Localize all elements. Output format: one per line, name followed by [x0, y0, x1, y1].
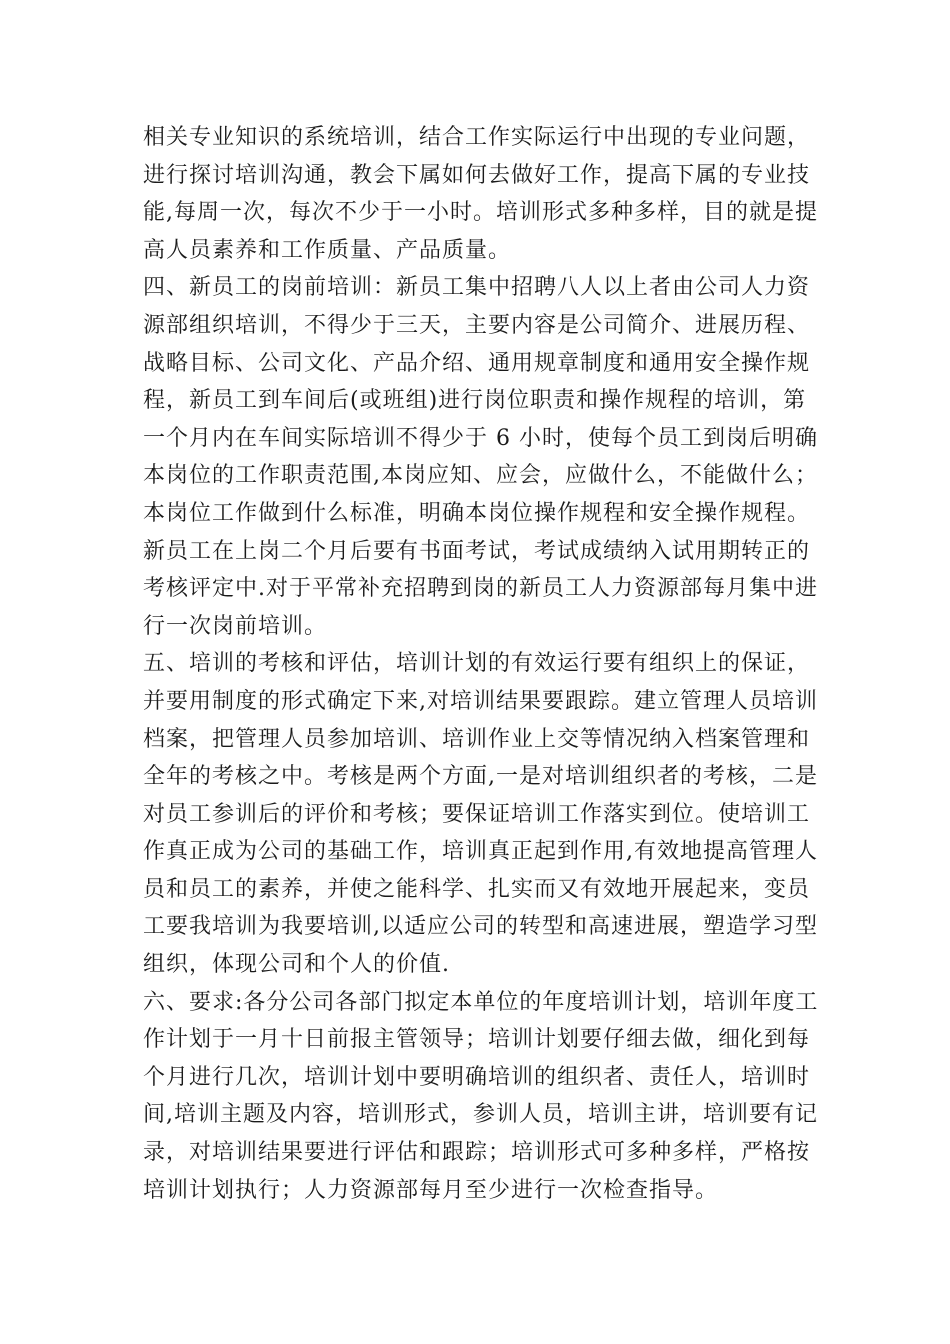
text-line: 进行探讨培训沟通，教会下属如何去做好工作，提高下属的专业技	[143, 162, 811, 188]
text-line: 源部组织培训，不得少于三天，主要内容是公司简介、进展历程、	[143, 312, 811, 338]
text-line: 本岗位的工作职责范围,本岗应知、应会，应做什么，不能做什么；	[143, 463, 818, 489]
text-line: 全年的考核之中。考核是两个方面,一是对培训组织者的考核，二是	[143, 764, 818, 790]
text-line: 个月进行几次，培训计划中要明确培训的组织者、责任人，培训时	[143, 1064, 811, 1090]
text-line: 能,每周一次，每次不少于一小时。培训形式多种多样，目的就是提	[143, 200, 818, 226]
text-line: 员和员工的素养，并使之能科学、扎实而又有效地开展起来，变员	[143, 876, 811, 902]
text-line: 考核评定中.对于平常补充招聘到岗的新员工人力资源部每月集中进	[143, 576, 818, 602]
text-line: 新员工在上岗二个月后要有书面考试，考试成绩纳入试用期转正的	[143, 538, 811, 564]
text-line: 对员工参训后的评价和考核；要保证培训工作落实到位。使培训工	[143, 801, 811, 827]
text-line: 高人员素养和工作质量、产品质量。	[143, 237, 512, 263]
text-line: 档案，把管理人员参加培训、培训作业上交等情况纳入档案管理和	[143, 726, 811, 752]
text-line: 间,培训主题及内容，培训形式，参训人员，培训主讲，培训要有记	[143, 1102, 818, 1128]
text-line: 并要用制度的形式确定下来,对培训结果要跟踪。建立管理人员培训	[143, 688, 818, 714]
text-line: 作真正成为公司的基础工作，培训真正起到作用,有效地提高管理人	[143, 839, 818, 865]
text-line: 六、要求:各分公司各部门拟定本单位的年度培训计划，培训年度工	[143, 989, 819, 1015]
text-line: 战略目标、公司文化、产品介绍、通用规章制度和通用安全操作规	[143, 350, 811, 376]
document-body	[143, 119, 819, 1209]
text-line: 行一次岗前培训。	[143, 613, 328, 639]
text-line: 录，对培训结果要进行评估和跟踪；培训形式可多种多样，严格按	[143, 1140, 811, 1166]
text-line: 培训计划执行；人力资源部每月至少进行一次检查指导。	[143, 1177, 719, 1203]
text-line: 工要我培训为我要培训,以适应公司的转型和高速进展，塑造学习型	[143, 914, 818, 940]
text-line: 本岗位工作做到什么标准，明确本岗位操作规程和安全操作规程。	[143, 500, 811, 526]
text-line: 五、培训的考核和评估，培训计划的有效运行要有组织上的保证，	[143, 651, 811, 677]
text-line: 一个月内在车间实际培训不得少于 6 小时，使每个员工到岗后明确	[143, 425, 818, 451]
text-line: 四、新员工的岗前培训：新员工集中招聘八人以上者由公司人力资	[143, 275, 811, 301]
text-line: 作计划于一月十日前报主管领导；培训计划要仔细去做，细化到每	[143, 1027, 811, 1053]
text-line: 相关专业知识的系统培训，结合工作实际运行中出现的专业问题，	[143, 125, 811, 150]
text-line: 组织，体现公司和个人的价值.	[143, 952, 450, 978]
text-line: 程，新员工到车间后(或班组)进行岗位职责和操作规程的培训，第	[143, 388, 807, 414]
